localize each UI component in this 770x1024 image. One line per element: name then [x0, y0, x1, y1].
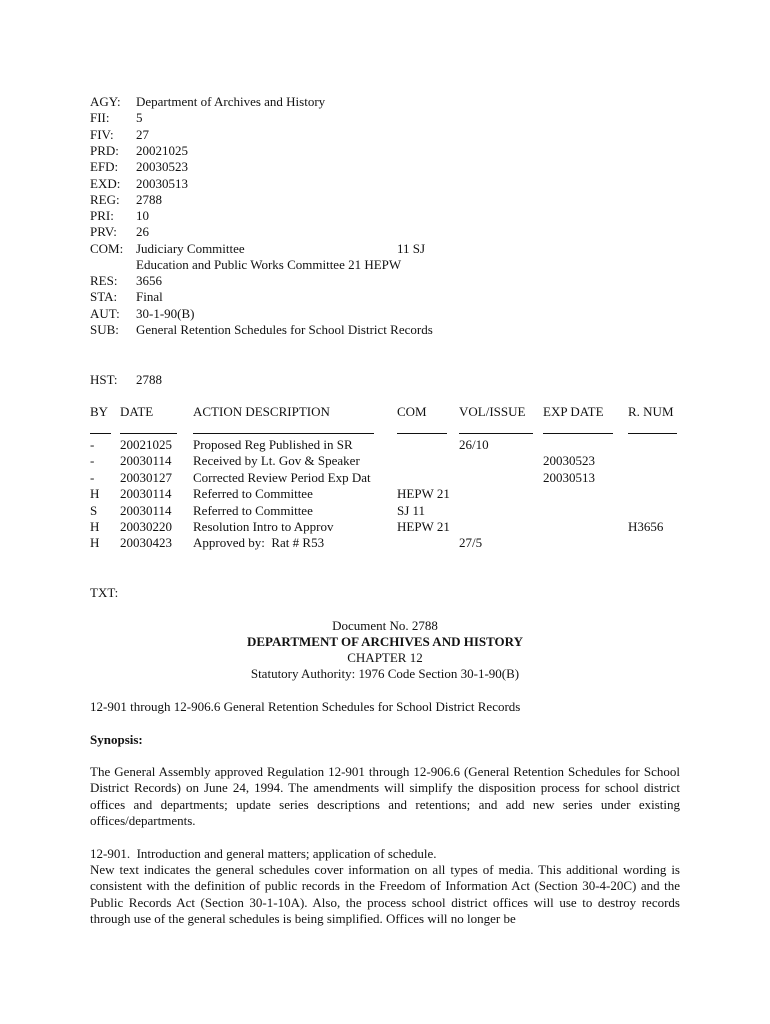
history-cell-by: - [90, 453, 95, 469]
history-cell-exp: 20030513 [543, 469, 595, 485]
field-label: PRI: [90, 208, 114, 224]
history-cell-by: S [90, 502, 98, 518]
statutory-authority: Statutory Authority: 1976 Code Section 30-1-90(B) [250, 666, 520, 681]
col-header-exp: EXP DATE [543, 404, 604, 419]
section-paragraph: New text indicates the general schedules cover information on all types of media. This additional wording is consistent with the definition of public records in the Freedom of Information Act (Section 30-4-20C) and the Public Records Act (Section 30-1-10A). Also, the process school district offices will use to destroy records through use of the general schedules is being simplified. Offices will no longer be [90, 862, 680, 927]
field-label: SUB: [90, 321, 119, 337]
field-value: 5 [136, 110, 143, 126]
field-label: FII: [90, 110, 110, 126]
history-cell-date: 20030423 [120, 535, 172, 551]
history-cell-date: 20030220 [120, 519, 172, 534]
com-line2: Education and Public Works Committee 21 HEPW [136, 257, 402, 272]
history-cell-rnum: H3656 [628, 519, 664, 534]
field-value: Department of Archives and History [136, 94, 326, 109]
history-cell-date: 20030114 [120, 453, 172, 469]
history-cell-com: HEPW 21 [397, 519, 450, 534]
field-label: EFD: [90, 159, 119, 175]
hst-value: 2788 [136, 372, 162, 387]
underline-vol [459, 433, 533, 434]
hst-label: HST: [90, 372, 118, 387]
history-cell-by: - [90, 469, 95, 485]
field-label: AGY: [90, 94, 121, 109]
synopsis-heading: Synopsis: [90, 732, 143, 747]
field-value: 27 [136, 126, 149, 142]
txt-label: TXT: [90, 585, 119, 600]
com-line1-code: 11 SJ [397, 241, 426, 256]
history-cell-by: H [90, 535, 100, 551]
field-label: AUT: [90, 305, 120, 321]
field-value: 2788 [136, 191, 162, 207]
chapter-title: CHAPTER 12 [347, 650, 423, 665]
history-cell-com: HEPW 21 [397, 486, 450, 502]
field-label: EXD: [90, 175, 121, 191]
field-value: 26 [136, 224, 149, 240]
underline-action [193, 433, 374, 434]
history-cell-date: 20030114 [120, 502, 172, 518]
underline-exp [543, 433, 613, 434]
col-header-vol: VOL/ISSUE [459, 404, 526, 419]
history-cell-action: Received by Lt. Gov & Speaker [193, 453, 360, 469]
field-value: 20030513 [136, 175, 188, 191]
history-cell-action: Proposed Reg Published in SR [193, 437, 353, 452]
history-cell-action: Approved by: Rat # R53 [193, 535, 325, 551]
subject-line: 12-901 through 12-906.6 General Retention Schedules for School District Records [90, 699, 521, 714]
field-label: PRV: [90, 224, 117, 240]
field-label: STA: [90, 289, 118, 305]
history-cell-action: Corrected Review Period Exp Dat [193, 469, 371, 485]
field-value: 20030523 [136, 159, 188, 175]
underline-by [90, 433, 111, 434]
field-label: RES: [90, 273, 118, 288]
com-label: COM: [90, 241, 124, 256]
field-label: FIV: [90, 126, 114, 142]
department-title: DEPARTMENT OF ARCHIVES AND HISTORY [247, 634, 523, 649]
com-line1-name: Judiciary Committee [136, 241, 245, 256]
col-header-by: BY [90, 404, 109, 419]
field-value: General Retention Schedules for School District Records [136, 321, 433, 337]
section-heading: 12-901. Introduction and general matters; application of schedule. [90, 846, 437, 861]
document-number: Document No. 2788 [332, 618, 438, 633]
history-cell-com: SJ 11 [397, 502, 426, 518]
history-cell-action: Referred to Committee [193, 486, 313, 502]
synopsis-paragraph: The General Assembly approved Regulation 12-901 through 12-906.6 (General Retention Schedules for School District Records) on June 24, 1994. The amendments will simplify the disposition process for school district offices and departments; update series descriptions and retentions; and add new series under existing offices/departments. [90, 764, 680, 829]
col-header-action: ACTION DESCRIPTION [193, 404, 330, 419]
col-header-date: DATE [120, 404, 154, 419]
history-cell-date: 20030114 [120, 486, 172, 502]
history-cell-date: 20030127 [120, 469, 172, 485]
history-cell-exp: 20030523 [543, 453, 595, 469]
history-cell-by: - [90, 437, 95, 452]
col-header-rnum: R. NUM [628, 404, 674, 419]
field-value: Final [136, 289, 163, 305]
history-cell-vol: 27/5 [459, 535, 483, 551]
field-label: REG: [90, 191, 120, 207]
field-value: 3656 [136, 273, 162, 288]
field-value: 30-1-90(B) [136, 305, 195, 321]
col-header-com: COM [397, 404, 427, 419]
underline-com [397, 433, 447, 434]
field-value: 20021025 [136, 142, 188, 158]
underline-date [120, 433, 177, 434]
field-label: PRD: [90, 142, 119, 158]
history-cell-vol: 26/10 [459, 437, 489, 452]
history-cell-action: Resolution Intro to Approv [193, 519, 334, 534]
field-value: 10 [136, 208, 149, 224]
history-cell-action: Referred to Committee [193, 502, 313, 518]
history-cell-date: 20021025 [120, 437, 172, 452]
underline-rnum [628, 433, 677, 434]
history-cell-by: H [90, 519, 100, 534]
history-cell-by: H [90, 486, 100, 502]
